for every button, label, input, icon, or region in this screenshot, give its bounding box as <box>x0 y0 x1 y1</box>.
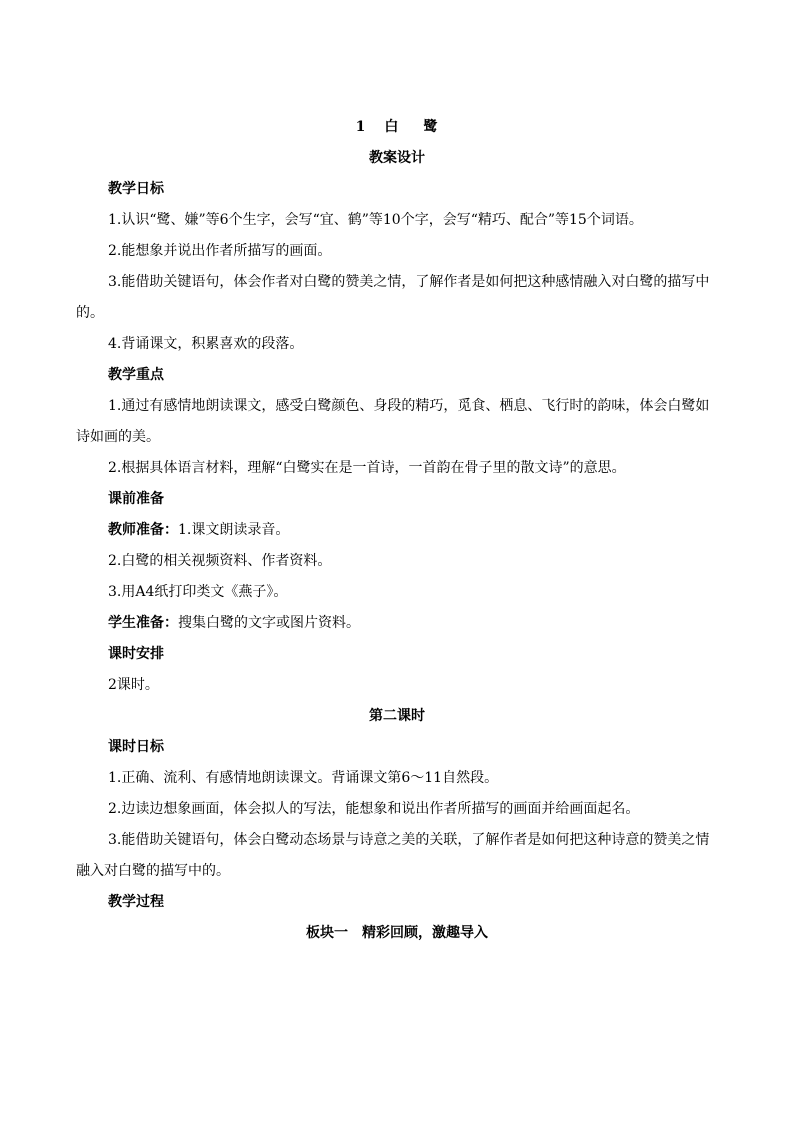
document-subtitle: 教案设计 <box>369 150 425 166</box>
process-heading: 教学过程 <box>108 894 164 910</box>
objective-item-4: 4.背诵课文，积累喜欢的段落。 <box>108 336 304 352</box>
focus-item-2: 2.根据具体语言材料，理解“白鹭实在是一首诗，一首韵在骨子里的散文诗”的意思。 <box>108 460 626 476</box>
objective-item-3: 3.能借助关键语句，体会作者对白鹭的赞美之情，了解作者是如何把这种感情融入对白鹭的描写中的。 <box>76 274 710 321</box>
block-title: 板块一 精彩回顾，激趣导入 <box>306 925 488 941</box>
teacher-preparation-item-1: 1.课文朗读录音。 <box>178 522 290 538</box>
lesson-title <box>76 112 718 143</box>
teacher-preparation-label: 教师准备： <box>108 522 178 538</box>
schedule-heading: 课时安排 <box>108 646 164 662</box>
lesson-title-char-2: 鹭 <box>423 119 439 135</box>
teacher-preparation-item-2: 2.白鹭的相关视频资料、作者资料。 <box>108 553 332 569</box>
lesson-number: 1 <box>355 119 367 135</box>
focus-item-1: 1.通过有感情地朗读课文，感受白鹭颜色、身段的精巧，觅食、栖息、飞行时的韵味，体会白鹭如诗如画的美。 <box>76 398 710 445</box>
objective-item-2: 2.能想象并说出作者所描写的画面。 <box>108 243 332 259</box>
objectives-heading: 教学日标 <box>108 181 164 197</box>
objective-item-1: 1.认识“鹭、嫌”等6个生字，会写“宜、鹤”等10个字，会写“精巧、配合”等15个词语。 <box>108 212 643 228</box>
lesson2-goal-3: 3.能借助关键语句，体会白鹭动态场景与诗意之美的关联，了解作者是如何把这种诗意的赞美之情融入对白鹭的描写中的。 <box>76 832 710 879</box>
schedule-text: 2课时。 <box>108 677 159 693</box>
preparation-heading: 课前准备 <box>108 491 164 507</box>
focus-heading: 教学重点 <box>108 367 164 383</box>
lesson2-title: 第二课时 <box>369 708 425 724</box>
student-preparation-label: 学生准备： <box>108 615 178 631</box>
lesson2-goal-2: 2.边读边想象画面，体会拟人的写法，能想象和说出作者所描写的画面并给画面起名。 <box>108 801 640 817</box>
teacher-preparation <box>76 515 718 546</box>
student-preparation <box>76 608 718 639</box>
lesson-title-char-1: 白 <box>384 119 400 135</box>
document-page <box>76 112 718 949</box>
lesson2-goal-1: 1.正确、流利、有感情地朗读课文。背诵课文第6～11自然段。 <box>108 770 499 786</box>
student-preparation-text: 搜集白鹭的文字或图片资料。 <box>178 615 360 631</box>
lesson2-goals-heading: 课时日标 <box>108 739 164 755</box>
teacher-preparation-item-3: 3.用A4纸打印类文《燕子》。 <box>108 584 288 600</box>
